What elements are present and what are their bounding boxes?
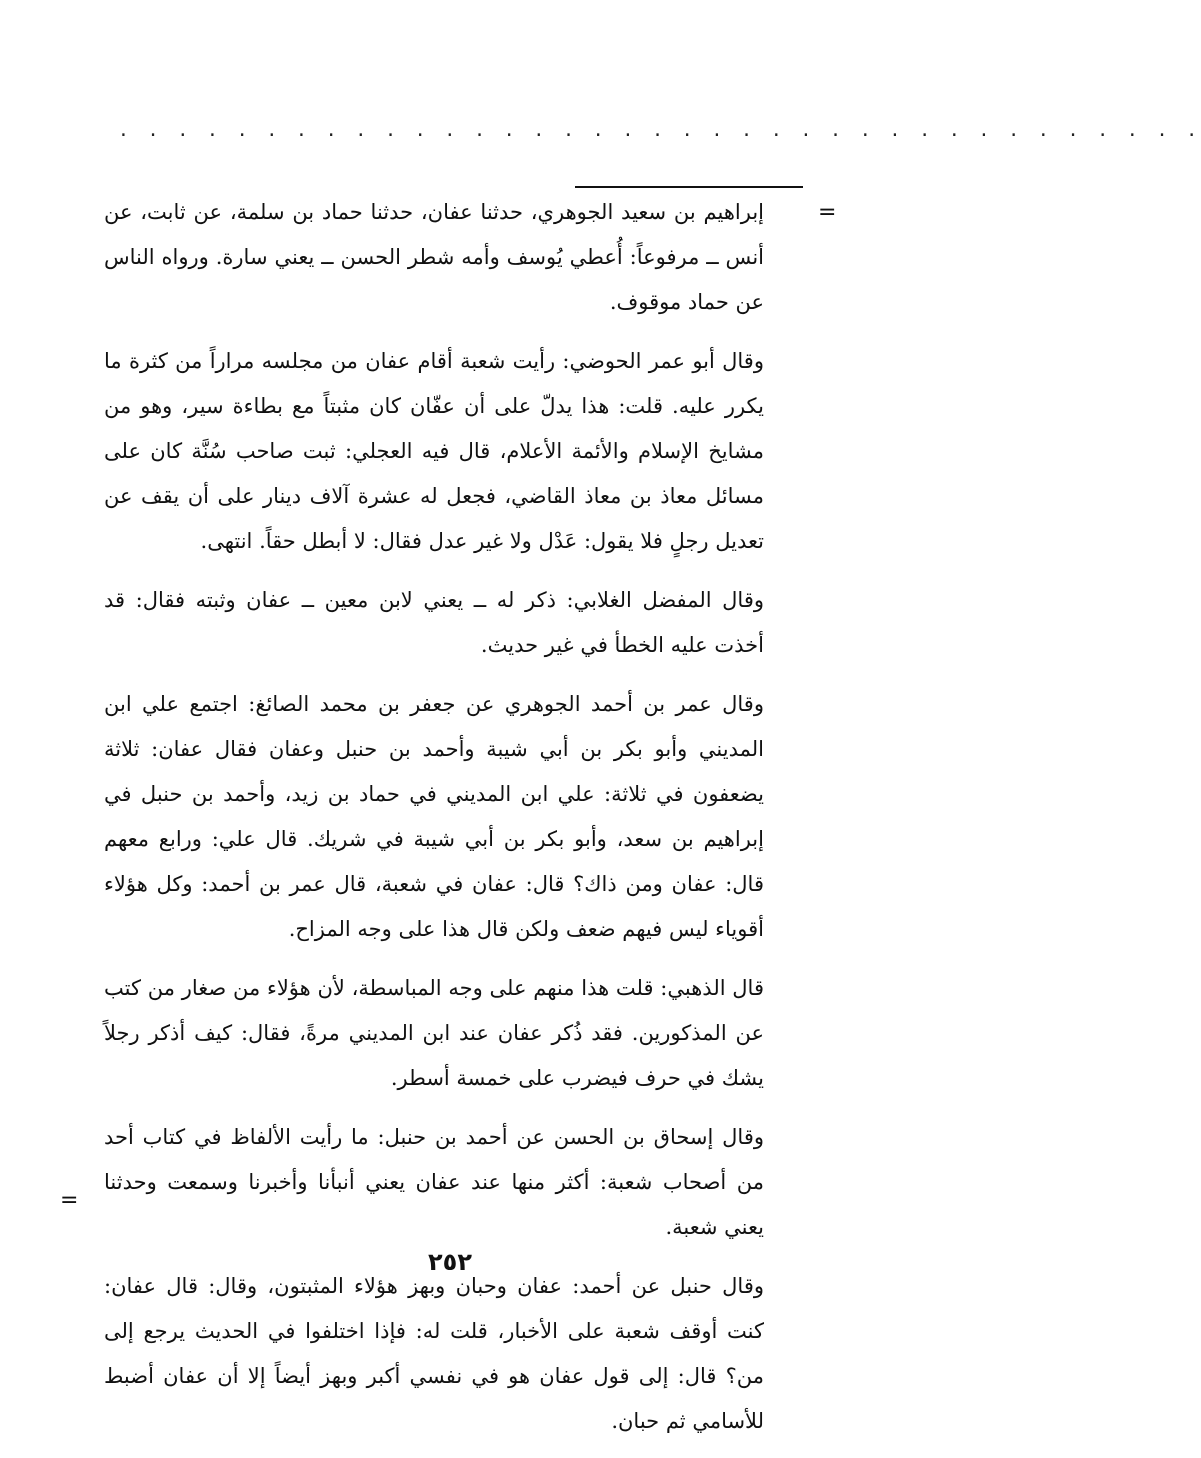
paragraph: إبراهيم بن سعيد الجوهري، حدثنا عفان، حدثنا حماد بن سلمة، عن ثابت، عن أنس ــ مرفوعاً: أُعطي يُوسف وأمه شطر الحسن ــ يعني سارة. ورواه الناس عن حماد موقوف. bbox=[104, 200, 764, 314]
page-number: ٢٥٢ bbox=[428, 1248, 472, 1276]
paragraph: قال الذهبي: قلت هذا منهم على وجه المباسطة، لأن هؤلاء من صغار من كتب عن المذكورين. فقد ذُكر عفان عند ابن المديني مرةً، فقال: كيف أذكر رجلاً يشك في حرف فيضرب على خمسة أسطر. bbox=[104, 976, 764, 1090]
dotted-separator: . . . . . . . . . . . . . . . . . . . . . . . . . . . . . . . . . . . . . bbox=[118, 120, 1201, 141]
continuation-mark-bottom: = bbox=[60, 1188, 79, 1213]
paragraph: وقال حنبل عن أحمد: عفان وحبان وبهز هؤلاء المثبتون، وقال: قال عفان: كنت أوقف شعبة على الأخبار، قلت له: فإذا اختلفوا في الحديث يرجع إلى من؟ قال: إلى قول عفان هو في نفسي أكبر وبهز أيضاً إلا أن عفان أضبط للأسامي ثم حبان. bbox=[104, 1274, 764, 1433]
paragraph: وقال المفضل الغلابي: ذكر له ــ يعني لابن معين ــ عفان وثبته فقال: قد أخذت عليه الخطأ في غير حديث. bbox=[104, 588, 764, 657]
continuation-mark-top: = bbox=[818, 200, 837, 225]
footnote-rule bbox=[575, 186, 803, 188]
paragraph: وقال عمر بن أحمد الجوهري عن جعفر بن محمد الصائغ: اجتمع علي ابن المديني وأبو بكر بن أبي شيبة وأحمد بن حنبل وعفان فقال عفان: ثلاثة يضعفون في ثلاثة: علي ابن المديني في حماد بن زيد، وأحمد بن حنبل في إبراهيم بن سعد، وأبو بكر بن أبي شيبة في شريك. قال علي: ورابع معهم قال: عفان ومن ذاك؟ قال: عفان في شعبة، قال عمر بن أحمد: وكل هؤلاء أقوياء ليس فيهم ضعف ولكن قال هذا على وجه المزاح. bbox=[104, 692, 764, 941]
paragraph: وقال إسحاق بن الحسن عن أحمد بن حنبل: ما رأيت الألفاظ في كتاب أحد من أصحاب شعبة: أكثر منها عند عفان يعني أنبأنا وأخبرنا وسمعت وحدثنا يعني شعبة. bbox=[104, 1125, 764, 1239]
paragraph: وقال أبو عمر الحوضي: رأيت شعبة أقام عفان من مجلسه مراراً من كثرة ما يكرر عليه. قلت: هذا يدلّ على أن عفّان كان مثبتاً مع بطاءة سير، وهو من مشايخ الإسلام والأئمة الأعلام، قال فيه العجلي: ثبت صاحب سُنَّة كان على مسائل معاذ بن معاذ القاضي، فجعل له عشرة آلاف دينار على أن يقف عن تعديل رجلٍ فلا يقول: عَدْل ولا غير عدل فقال: لا أبطل حقاً. انتهى. bbox=[104, 349, 764, 553]
